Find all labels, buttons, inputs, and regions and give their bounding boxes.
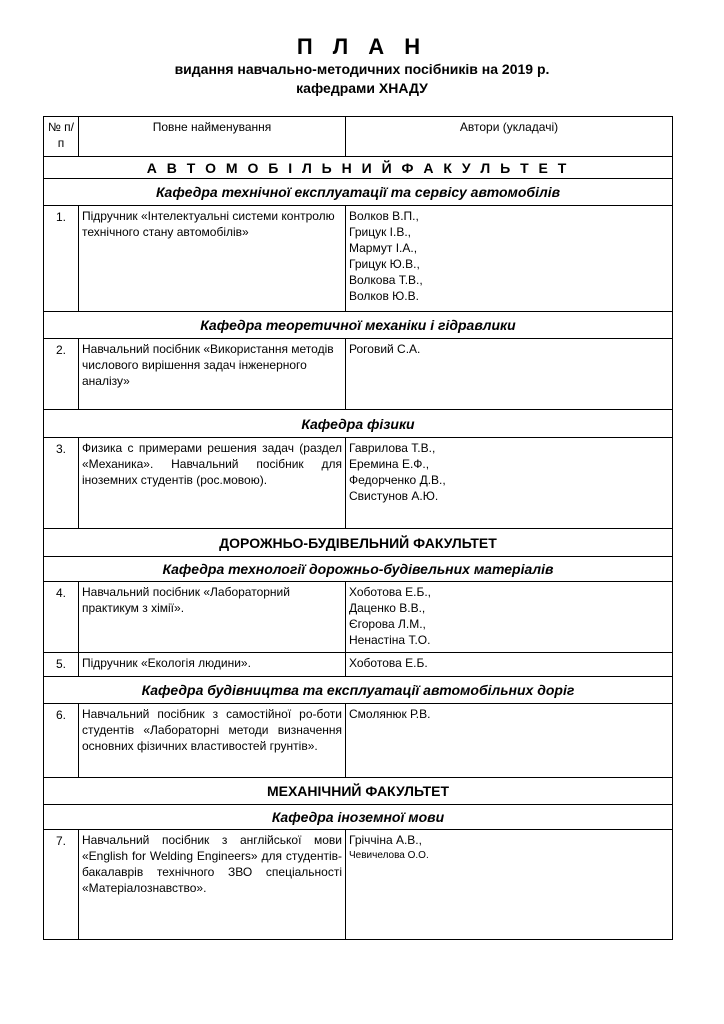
item-authors xyxy=(346,438,673,529)
author: Грицук Ю.В., xyxy=(349,257,420,271)
department-row xyxy=(44,312,673,339)
author: Єгорова Л.М., xyxy=(349,617,426,631)
table-row xyxy=(44,206,673,312)
faculty-row xyxy=(44,529,673,557)
table-row xyxy=(44,653,673,677)
item-number: 2. xyxy=(44,339,79,410)
faculty-name: МЕХАНІЧНИЙ ФАКУЛЬТЕТ xyxy=(44,778,673,805)
author: Мармут І.А., xyxy=(349,241,418,255)
item-title: Физика с примерами решения задач (раздел «Механика». Навчальний посібник для іноземних студентів (рос.мовою). xyxy=(79,438,346,529)
item-number: 1. xyxy=(44,206,79,312)
item-title: Підручник «Екологія людини». xyxy=(79,653,346,677)
item-authors xyxy=(346,206,673,312)
author: Хоботова Е.Б. xyxy=(349,656,428,670)
department-name: Кафедра будівництва та експлуатації автомобільних доріг xyxy=(44,677,673,704)
author: Свистунов А.Ю. xyxy=(349,489,439,503)
faculty-name: ДОРОЖНЬО-БУДІВЕЛЬНИЙ ФАКУЛЬТЕТ xyxy=(44,529,673,557)
item-title: Навчальний посібник з англійської мови «English for Welding Engineers» для студентів-бакалаврів технічного ЗВО спеціальності «Матеріалознавство». xyxy=(79,830,346,940)
item-title: Навчальний посібник «Лабораторний практикум з хімії». xyxy=(79,582,346,653)
author: Грицук І.В., xyxy=(349,225,411,239)
faculty-row xyxy=(44,157,673,179)
author: Гріччіна А.В., xyxy=(349,833,422,847)
author: Смолянюк Р.В. xyxy=(349,707,431,721)
item-title: Підручник «Інтелектуальні системи контролю технічного стану автомобілів» xyxy=(79,206,346,312)
author: Роговий С.А. xyxy=(349,342,421,356)
department-name: Кафедра фізики xyxy=(44,410,673,438)
department-name: Кафедра іноземної мови xyxy=(44,805,673,830)
table-row xyxy=(44,339,673,410)
department-name: Кафедра технічної експлуатації та сервісу автомобілів xyxy=(44,179,673,206)
faculty-name: А В Т О М О Б І Л Ь Н И Й Ф А К У Л Ь Т Е Т xyxy=(44,157,673,179)
item-title: Навчальний посібник «Використання методів числового вирішення задач інженерного аналізу» xyxy=(79,339,346,410)
department-name: Кафедра технології дорожньо-будівельних матеріалів xyxy=(44,557,673,582)
table-header-row xyxy=(44,117,673,157)
item-authors xyxy=(346,704,673,778)
department-name: Кафедра теоретичної механіки і гідравлики xyxy=(44,312,673,339)
item-number: 3. xyxy=(44,438,79,529)
author: Гаврилова Т.В., xyxy=(349,441,436,455)
column-header-name: Повне найменування xyxy=(79,117,346,157)
column-header-authors: Автори (укладачі) xyxy=(346,117,673,157)
author: Еремина Е.Ф., xyxy=(349,457,430,471)
item-title: Навчальний посібник з самостійної ро-боти студентів «Лабораторні методи визначення основних фізичних властивостей грунтів». xyxy=(79,704,346,778)
item-number: 6. xyxy=(44,704,79,778)
author: Волков Ю.В. xyxy=(349,289,419,303)
item-authors xyxy=(346,830,673,940)
item-number: 7. xyxy=(44,830,79,940)
department-row xyxy=(44,677,673,704)
author: Волков В.П., xyxy=(349,209,419,223)
table-row xyxy=(44,704,673,778)
author: Чевичелова О.О. xyxy=(349,850,429,861)
item-authors xyxy=(346,339,673,410)
department-row xyxy=(44,557,673,582)
table-row xyxy=(44,438,673,529)
author: Даценко В.В., xyxy=(349,601,426,615)
item-number: 5. xyxy=(44,653,79,677)
author: Ненастіна Т.О. xyxy=(349,633,431,647)
table-row xyxy=(44,830,673,940)
author: Федорченко Д.В., xyxy=(349,473,446,487)
item-authors xyxy=(346,582,673,653)
document-subtitle-2: кафедрами ХНАДУ xyxy=(296,80,428,96)
table-row xyxy=(44,582,673,653)
department-row xyxy=(44,410,673,438)
column-header-number: № п/п xyxy=(44,117,79,157)
publication-plan-table xyxy=(43,116,673,940)
document-subtitle: видання навчально-методичних посібників на 2019 р. xyxy=(174,61,550,77)
item-number: 4. xyxy=(44,582,79,653)
document-title: П Л А Н xyxy=(296,34,428,59)
department-row xyxy=(44,805,673,830)
department-row xyxy=(44,179,673,206)
item-authors xyxy=(346,653,673,677)
author: Волкова Т.В., xyxy=(349,273,423,287)
faculty-row xyxy=(44,778,673,805)
author: Хоботова Е.Б., xyxy=(349,585,431,599)
